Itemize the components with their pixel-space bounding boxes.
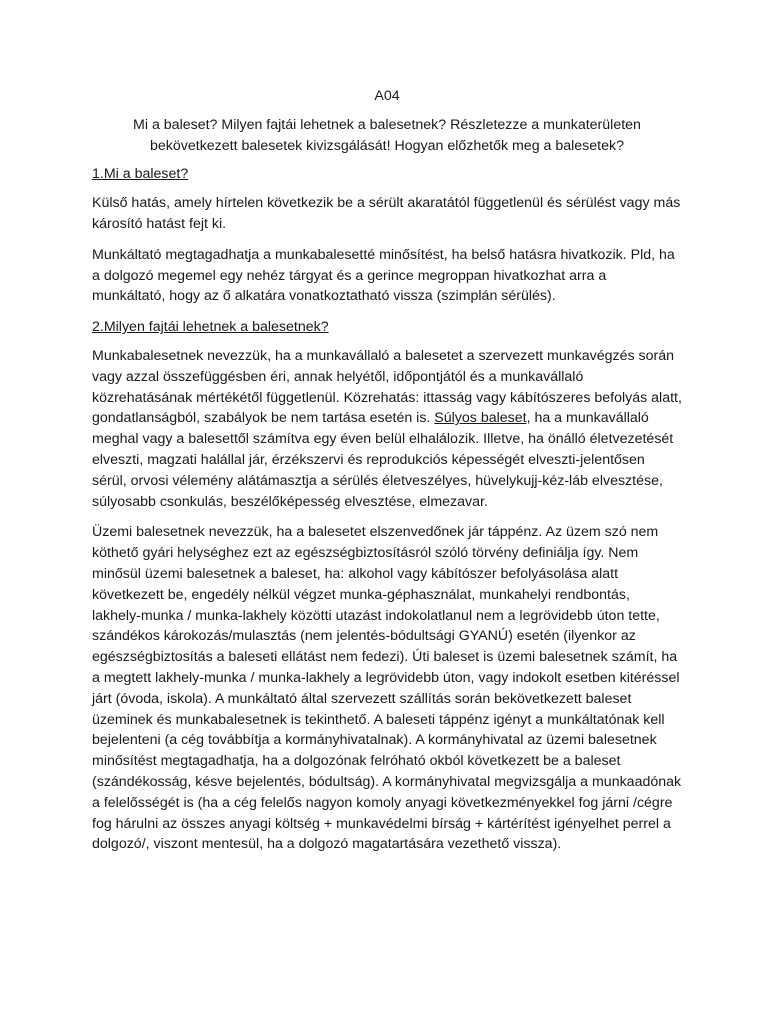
section-2-paragraph-1 bbox=[92, 346, 682, 512]
document-code: A04 bbox=[374, 88, 400, 104]
section-1-paragraph-2: Munkáltató megtagadhatja a munkabalesetté minősítést, ha belső hatásra hivatkozik. Pld, ha a dolgozó megemel egy nehéz tárgyat és a gerince megroppan hivatkozhat arra a munkáltató, hogy az ő alkatára vonatkoztatható vissza (szimplán sérülés). bbox=[92, 246, 675, 305]
question-title bbox=[92, 115, 682, 157]
severe-accident-term: Súlyos baleset bbox=[434, 410, 527, 427]
section-1-paragraph-1: Külső hatás, amely hírtelen következik be a sérült akaratától függetlenül és sérülést vagy más károsító hatást fejt ki. bbox=[92, 195, 681, 232]
section-2-heading: 2.Milyen fajtái lehetnek a balesetnek? bbox=[92, 319, 329, 336]
question-line-2: bekövetkezett balesetek kivizsgálását! Hogyan előzhetők meg a balesetek? bbox=[150, 137, 624, 154]
section-2-paragraph-2: Üzemi balesetnek nevezzük, ha a balesetet elszenvedőnek jár táppénz. Az üzem szó nem köthető gyári helységhez ezt az egészségbiztosításról szóló törvény definiálja így. Nem minősül üzemi balesetnek a baleset, ha: alkohol vagy kábítószer befolyásolása alatt következett be, engedély nélkül végzet munka-géphasználat, munkahelyi rendbontás, lakhely-munka / munka-lakhely közötti utazást indokolatlanul nem a legrövidebb úton tette, szándékos károkozás/mulasztás (nem jelentés-bódultsági GYANÚ) esetén (ilyenkor az egészségbiztosítás a baleseti ellátást nem fedezi). Úti baleset is üzemi balesetnek számít, ha a megtett lakhely-munka / munka-lakhely a legrövidebb úton, vagy indokolt esetben kitéréssel járt (óvoda, iskola). A munkáltató által szervezett szállítás során bekövetkezett baleset üzeminek és munkabalesetnek is tekinthető. A baleseti táppénz igényt a munkáltatónak kell bejelenteni (a cég továbbítja a kormányhivatalnak). A kormányhivatal az üzemi balesetnek minősítést megtagadhatja, ha a dolgozónak felróható okból következett be a baleset (szándékosság, késve bejelentés, bódultság). A kormányhivatal megvizsgálja a munkaadónak a felelősségét is (ha a cég felelős nagyon komoly anyagi következményekkel fog járni /cégre fog hárulni az összes anyagi költség + munkavédelmi bírság + kártérítést igényelhet perrel a dolgozó/, viszont mentesül, ha a dolgozó magatartására vezethető vissza). bbox=[92, 524, 682, 853]
section-2-paragraph-1-text-b: , ha a munkavállaló meghal vagy a balesettől számítva egy éven belül elhalálozik. Illetve, ha önálló életvezetését elveszti, magzati halállal jár, érzékszervi és reprodukciós képességét elveszti-jelentősen sérül, orvosi vélemény alátámasztja a sérülés életveszélyes, hüvelykujj-kéz-láb elvesztése, súlyosabb csonkulás, beszélőképesség elvesztése, elmezavar. bbox=[92, 410, 674, 510]
document-page bbox=[92, 86, 682, 865]
section-1-heading: 1.Mi a baleset? bbox=[92, 166, 189, 183]
question-line-1: Mi a baleset? Milyen fajtái lehetnek a balesetnek? Részletezze a munkaterületen bbox=[133, 116, 641, 133]
section-2-paragraph-1-text-a: Munkabalesetnek nevezzük, ha a munkavállaló a balesetet a szervezett munkavégzés során vagy azzal összefüggésben éri, annak helyétől, időpontjától és a munkavállaló közrehatásának mértékétől függetlenül. Közrehatás: ittasság vagy kábítószeres befolyás alatt, gondatlanságból, szabályok be nem tartása esetén is. bbox=[92, 347, 682, 427]
